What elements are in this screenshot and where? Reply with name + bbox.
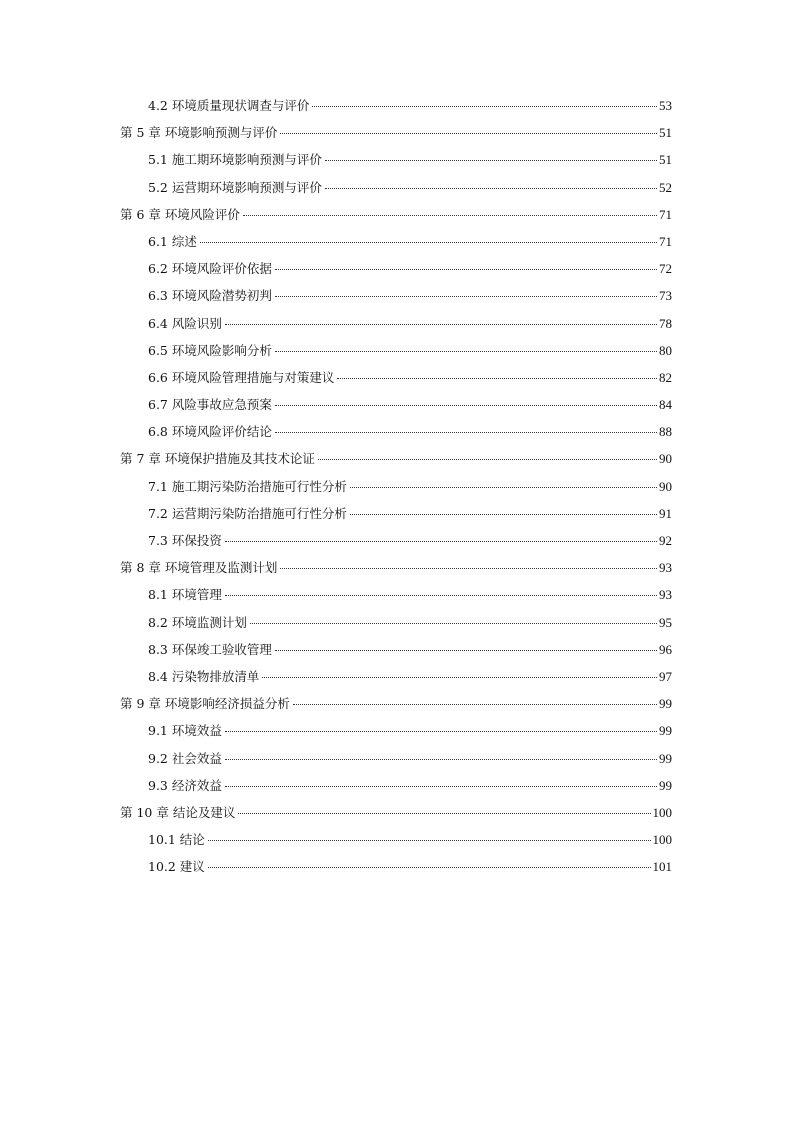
toc-entry-title: 8.3 环保竣工验收管理 bbox=[148, 641, 272, 657]
toc-chapter-entry[interactable] bbox=[120, 554, 672, 581]
toc-entry-title: 6.6 环境风险管理措施与对策建议 bbox=[148, 369, 335, 385]
toc-chapter-entry[interactable] bbox=[120, 119, 672, 146]
dot-leader bbox=[325, 188, 657, 189]
toc-section-entry[interactable] bbox=[120, 826, 672, 853]
dot-leader bbox=[275, 650, 657, 651]
dot-leader bbox=[293, 704, 657, 705]
toc-entry-page-number: 51 bbox=[659, 125, 672, 141]
toc-section-entry[interactable] bbox=[120, 609, 672, 636]
toc-section-entry[interactable] bbox=[120, 364, 672, 391]
toc-section-entry[interactable] bbox=[120, 772, 672, 799]
toc-section-entry[interactable] bbox=[120, 391, 672, 418]
toc-entry-title: 7.1 施工期污染防治措施可行性分析 bbox=[148, 478, 347, 494]
dot-leader bbox=[225, 759, 657, 760]
dot-leader bbox=[350, 514, 657, 515]
toc-section-entry[interactable] bbox=[120, 527, 672, 554]
dot-leader bbox=[337, 378, 657, 379]
toc-entry-page-number: 93 bbox=[659, 587, 672, 603]
toc-entry-title: 8.1 环境管理 bbox=[148, 587, 222, 603]
toc-entry-title: 第 7 章 环境保护措施及其技术论证 bbox=[120, 451, 315, 467]
dot-leader bbox=[200, 242, 657, 243]
dot-leader bbox=[238, 813, 650, 814]
dot-leader bbox=[243, 215, 657, 216]
toc-entry-page-number: 90 bbox=[659, 451, 672, 467]
toc-entry-title: 6.8 环境风险评价结论 bbox=[148, 424, 272, 440]
toc-entry-page-number: 73 bbox=[659, 288, 672, 304]
toc-entry-title: 第 6 章 环境风险评价 bbox=[120, 206, 240, 222]
toc-section-entry[interactable] bbox=[120, 636, 672, 663]
toc-entry-page-number: 101 bbox=[652, 859, 672, 875]
toc-entry-title: 9.1 环境效益 bbox=[148, 723, 222, 739]
dot-leader bbox=[225, 595, 657, 596]
dot-leader bbox=[312, 106, 657, 107]
toc-section-entry[interactable] bbox=[120, 146, 672, 173]
dot-leader bbox=[250, 623, 657, 624]
toc-entry-title: 9.3 经济效益 bbox=[148, 777, 222, 793]
dot-leader bbox=[280, 133, 657, 134]
toc-entry-page-number: 99 bbox=[659, 696, 672, 712]
dot-leader bbox=[350, 487, 657, 488]
toc-entry-page-number: 100 bbox=[652, 832, 672, 848]
dot-leader bbox=[275, 351, 657, 352]
toc-entry-title: 10.1 结论 bbox=[148, 832, 205, 848]
toc-entry-page-number: 80 bbox=[659, 342, 672, 358]
dot-leader bbox=[280, 568, 657, 569]
toc-entry-title: 6.2 环境风险评价依据 bbox=[148, 261, 272, 277]
toc-entry-title: 8.4 污染物排放清单 bbox=[148, 668, 260, 684]
toc-entry-page-number: 51 bbox=[659, 152, 672, 168]
toc-entry-page-number: 53 bbox=[659, 98, 672, 113]
toc-entry-title: 5.2 运营期环境影响预测与评价 bbox=[148, 179, 322, 195]
dot-leader bbox=[225, 541, 657, 542]
toc-entry-page-number: 95 bbox=[659, 614, 672, 630]
toc-entry-page-number: 90 bbox=[659, 478, 672, 494]
toc-entry-page-number: 93 bbox=[659, 560, 672, 576]
table-of-contents bbox=[120, 92, 672, 880]
toc-section-entry[interactable] bbox=[120, 310, 672, 337]
toc-section-entry[interactable] bbox=[120, 745, 672, 772]
toc-section-entry[interactable] bbox=[120, 92, 672, 119]
dot-leader bbox=[275, 432, 657, 433]
toc-entry-title: 6.1 综述 bbox=[148, 233, 197, 249]
toc-entry-title: 5.1 施工期环境影响预测与评价 bbox=[148, 152, 322, 168]
toc-section-entry[interactable] bbox=[120, 255, 672, 282]
toc-chapter-entry[interactable] bbox=[120, 799, 672, 826]
toc-section-entry[interactable] bbox=[120, 337, 672, 364]
toc-entry-page-number: 91 bbox=[659, 505, 672, 521]
toc-chapter-entry[interactable] bbox=[120, 445, 672, 472]
toc-chapter-entry[interactable] bbox=[120, 201, 672, 228]
toc-section-entry[interactable] bbox=[120, 717, 672, 744]
dot-leader bbox=[225, 731, 657, 732]
toc-section-entry[interactable] bbox=[120, 282, 672, 309]
toc-section-entry[interactable] bbox=[120, 853, 672, 880]
dot-leader bbox=[325, 160, 657, 161]
toc-entry-page-number: 84 bbox=[659, 397, 672, 413]
toc-entry-page-number: 52 bbox=[659, 179, 672, 195]
toc-entry-page-number: 71 bbox=[659, 206, 672, 222]
toc-entry-page-number: 78 bbox=[659, 315, 672, 331]
toc-entry-page-number: 99 bbox=[659, 723, 672, 739]
toc-entry-title: 4.2 环境质量现状调查与评价 bbox=[148, 98, 310, 113]
toc-entry-title: 10.2 建议 bbox=[148, 859, 205, 875]
toc-section-entry[interactable] bbox=[120, 174, 672, 201]
toc-entry-page-number: 71 bbox=[659, 233, 672, 249]
dot-leader bbox=[275, 296, 657, 297]
toc-section-entry[interactable] bbox=[120, 581, 672, 608]
toc-entry-title: 9.2 社会效益 bbox=[148, 750, 222, 766]
toc-entry-title: 第 5 章 环境影响预测与评价 bbox=[120, 125, 278, 141]
toc-entry-title: 6.4 风险识别 bbox=[148, 315, 222, 331]
toc-entry-title: 7.2 运营期污染防治措施可行性分析 bbox=[148, 505, 347, 521]
toc-entry-title: 第 9 章 环境影响经济损益分析 bbox=[120, 696, 290, 712]
dot-leader bbox=[208, 867, 651, 868]
toc-entry-page-number: 72 bbox=[659, 261, 672, 277]
toc-entry-page-number: 97 bbox=[659, 668, 672, 684]
toc-entry-title: 6.3 环境风险潜势初判 bbox=[148, 288, 272, 304]
dot-leader bbox=[208, 840, 651, 841]
toc-entry-page-number: 92 bbox=[659, 533, 672, 548]
toc-entry-page-number: 99 bbox=[659, 777, 672, 793]
dot-leader bbox=[262, 677, 657, 678]
toc-entry-page-number: 99 bbox=[659, 750, 672, 766]
toc-chapter-entry[interactable] bbox=[120, 690, 672, 717]
toc-entry-page-number: 96 bbox=[659, 641, 672, 657]
toc-section-entry[interactable] bbox=[120, 663, 672, 690]
dot-leader bbox=[275, 405, 657, 406]
toc-entry-title: 第 8 章 环境管理及监测计划 bbox=[120, 560, 278, 576]
dot-leader bbox=[318, 459, 657, 460]
dot-leader bbox=[225, 324, 657, 325]
toc-entry-page-number: 82 bbox=[659, 369, 672, 385]
toc-entry-title: 8.2 环境监测计划 bbox=[148, 614, 247, 630]
toc-entry-title: 6.5 环境风险影响分析 bbox=[148, 342, 272, 358]
toc-section-entry[interactable] bbox=[120, 228, 672, 255]
toc-entry-page-number: 100 bbox=[652, 804, 672, 820]
dot-leader bbox=[275, 269, 657, 270]
toc-entry-title: 第 10 章 结论及建议 bbox=[120, 804, 236, 820]
dot-leader bbox=[225, 786, 657, 787]
toc-section-entry[interactable] bbox=[120, 500, 672, 527]
toc-section-entry[interactable] bbox=[120, 418, 672, 445]
toc-entry-page-number: 88 bbox=[659, 424, 672, 440]
toc-entry-title: 6.7 风险事故应急预案 bbox=[148, 397, 272, 413]
toc-section-entry[interactable] bbox=[120, 473, 672, 500]
toc-entry-title: 7.3 环保投资 bbox=[148, 533, 222, 548]
